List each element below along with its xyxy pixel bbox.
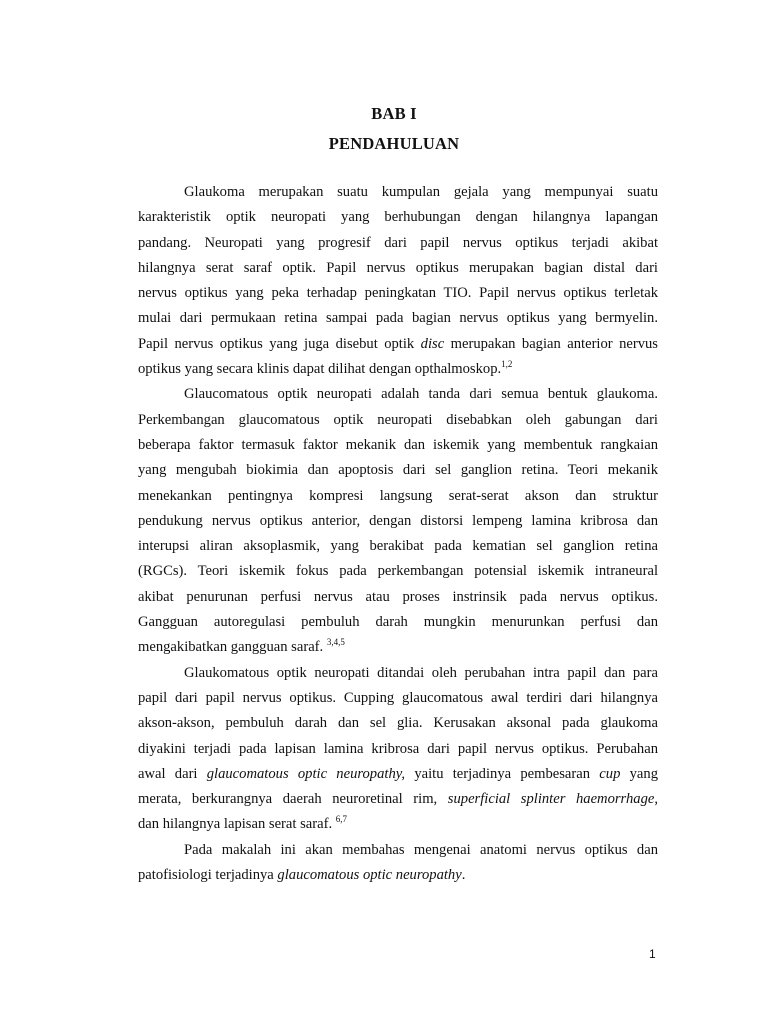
- text-line: Glaucomatous optik neuropati adalah tanda dari semua bentuk glaukoma.: [184, 386, 658, 403]
- text-segment: mengakibatkan gangguan saraf.: [138, 639, 324, 656]
- text-line: Glaukomatous optik neuropati ditandai oleh perubahan intra papil dan para: [184, 664, 658, 681]
- text-line: mulai dari permukaan retina sampai pada bagian nervus optikus yang bermyelin.: [138, 310, 658, 327]
- text-segment: ,: [654, 791, 659, 808]
- italic-term: glaucomatous optic neuropathy: [277, 867, 462, 884]
- text-line: [138, 635, 658, 660]
- paragraph-4: [138, 838, 658, 889]
- text-line: [138, 863, 658, 888]
- text-line: [138, 357, 658, 382]
- text-line: Gangguan autoregulasi pembuluh darah mungkin menurunkan perfusi dan: [138, 614, 658, 631]
- citation: 3,4,5: [326, 637, 345, 648]
- text-line: [138, 762, 658, 787]
- paragraph-1: [138, 180, 658, 382]
- text-line: karakteristik optik neuropati yang berhubungan dengan hilangnya lapangan: [138, 209, 658, 226]
- chapter-heading: BAB I: [371, 104, 417, 123]
- text-line: [138, 812, 658, 837]
- text-line: yang mengubah biokimia dan apoptosis dari sel ganglion retina. Teori mekanik: [138, 462, 658, 479]
- text-line: papil dari papil nervus optikus. Cupping glaucomatous awal terdiri dari hilangnya: [138, 689, 658, 706]
- italic-term: glaucomatous optic neuropathy,: [206, 765, 406, 782]
- text-segment: dan hilangnya lapisan serat saraf.: [138, 816, 333, 833]
- text-segment: yang: [620, 765, 658, 782]
- page-number: 1: [649, 947, 656, 961]
- text-line: [138, 332, 658, 357]
- text-line: [138, 787, 658, 812]
- italic-term: disc: [420, 335, 445, 352]
- text-line: Glaukoma merupakan suatu kumpulan gejala yang mempunyai suatu: [184, 184, 658, 200]
- text-line: pandang. Neuropati yang progresif dari papil nervus optikus terjadi akibat: [138, 234, 658, 251]
- text-segment: Papil nervus optikus yang juga disebut optik: [138, 335, 421, 352]
- text-segment: optikus yang secara klinis dapat dilihat dengan opthalmoskop.: [138, 361, 502, 378]
- text-line: interupsi aliran aksoplasmik, yang berakibat pada kematian sel ganglion retina: [138, 538, 658, 555]
- text-line: akson-akson, pembuluh darah dan sel glia. Kerusakan aksonal pada glaukoma: [138, 715, 658, 732]
- text-line: beberapa faktor termasuk faktor mekanik dan iskemik yang membentuk rangkaian: [138, 436, 658, 453]
- text-line: Perkembangan glaucomatous optik neuropati disebabkan oleh gabungan dari: [138, 411, 658, 428]
- italic-term: cup: [599, 765, 621, 782]
- text-line: nervus optikus yang peka terhadap peningkatan TIO. Papil nervus optikus terletak: [138, 285, 658, 302]
- text-segment: merupakan bagian anterior nervus: [444, 335, 658, 352]
- text-line: Pada makalah ini akan membahas mengenai anatomi nervus optikus dan: [184, 841, 658, 858]
- text-line: menekankan pentingnya kompresi langsung serat-serat akson dan struktur: [138, 487, 658, 504]
- text-line: hilangnya serat saraf optik. Papil nervus optikus merupakan bagian distal dari: [138, 259, 658, 276]
- text-segment: merata, berkurangnya daerah neuroretinal rim,: [138, 791, 448, 808]
- citation: 6,7: [335, 814, 348, 825]
- text-line: pendukung nervus optikus anterior, dengan distorsi lempeng lamina kribrosa dan: [138, 512, 658, 529]
- text-segment: yaitu terjadinya pembesaran: [405, 765, 600, 782]
- text-line: (RGCs). Teori iskemik fokus pada perkembangan potensial iskemik intraneural: [138, 563, 658, 580]
- citation: 1,2: [501, 359, 513, 370]
- text-line: akibat penurunan perfusi nervus atau proses instrinsik pada nervus optikus.: [138, 588, 658, 605]
- text-segment: .: [461, 867, 466, 884]
- text-segment: awal dari: [138, 765, 207, 782]
- text-line: diyakini terjadi pada lapisan lamina kribrosa dari papil nervus optikus. Perubahan: [138, 740, 658, 757]
- paragraph-3: [138, 661, 658, 838]
- chapter-title: PENDAHULUAN: [328, 134, 460, 153]
- text-segment: patofisiologi terjadinya: [138, 867, 278, 884]
- body-text: [138, 180, 658, 888]
- italic-term: superficial splinter haemorrhage: [447, 791, 655, 808]
- paragraph-2: [138, 382, 658, 660]
